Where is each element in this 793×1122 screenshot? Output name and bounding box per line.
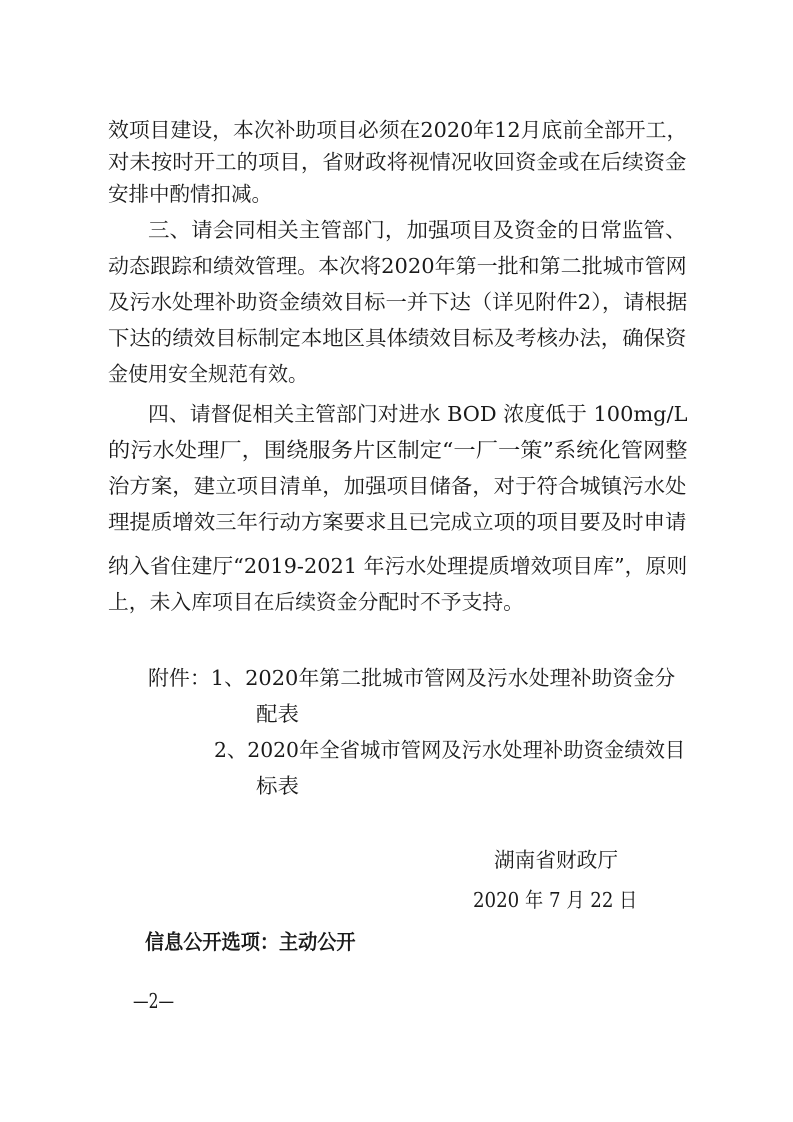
- body-line: 安排中酌情扣减。: [108, 182, 272, 206]
- body-line: 对未按时开工的项目，省财政将视情况收回资金或在后续资金: [108, 150, 687, 174]
- body-line: 治方案，建立项目清单，加强项目储备，对于符合城镇污水处: [108, 474, 687, 498]
- body-line: 的污水处理厂，围绕服务片区制定“一厂一策”系统化管网整: [108, 438, 688, 462]
- body-line: 三、请会同相关主管部门，加强项目及资金的日常监管、: [148, 218, 687, 242]
- attachment-line: 标表: [256, 774, 300, 798]
- body-line: 上，未入库项目在后续资金分配时不予支持。: [108, 590, 524, 614]
- body-line: 金使用安全规范有效。: [108, 362, 308, 386]
- body-line: 效项目建设，本次补助项目必须在2020年12月底前全部开工，: [108, 118, 688, 142]
- page-number: —2—: [133, 989, 175, 1013]
- disclosure-option: 信息公开选项：主动公开: [145, 930, 356, 954]
- attachment-line: 配表: [256, 702, 300, 726]
- body-line: 理提质增效三年行动方案要求且已完成立项的项目要及时申请: [108, 510, 687, 534]
- body-line: 及污水处理补助资金绩效目标一并下达（详见附件2），请根据: [108, 290, 688, 314]
- issue-date: 2020 年 7 月 22 日: [473, 888, 638, 912]
- body-line: 四、请督促相关主管部门对进水 BOD 浓度低于 100mg/L: [148, 402, 688, 426]
- attachment-line: 2、2020年全省城市管网及污水处理补助资金绩效目: [214, 738, 686, 762]
- body-line: 动态跟踪和绩效管理。本次将2020年第一批和第二批城市管网: [108, 254, 687, 278]
- attachment-line: 附件：1、2020年第二批城市管网及污水处理补助资金分: [148, 666, 676, 690]
- body-line: 纳入省住建厅“2019-2021 年污水处理提质增效项目库”，原则: [108, 554, 688, 578]
- body-line: 下达的绩效目标制定本地区具体绩效目标及考核办法，确保资: [108, 326, 687, 350]
- issuer-name: 湖南省财政厅: [494, 848, 618, 872]
